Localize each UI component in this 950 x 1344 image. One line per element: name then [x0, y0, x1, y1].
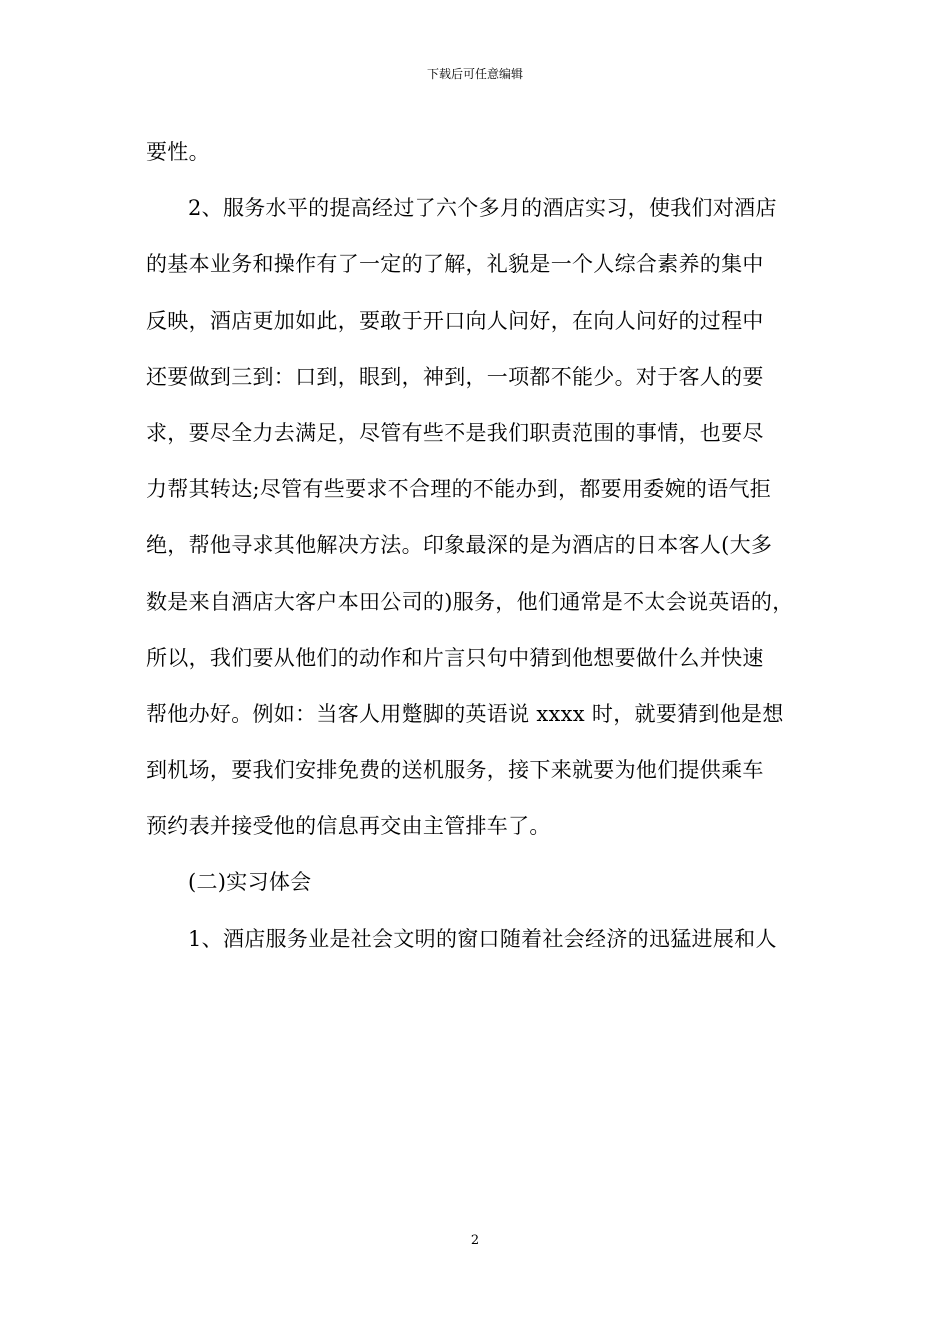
page-header: 下载后可任意编辑 — [426, 67, 523, 81]
text-line: 要性。 — [146, 140, 210, 164]
text-line: 的基本业务和操作有了一定的了解，礼貌是一个人综合素养的集中 — [146, 252, 764, 277]
text-line: 绝，帮他寻求其他解决方法。印象最深的是为酒店的日本客人(大多 — [146, 533, 773, 558]
document-body — [146, 124, 810, 967]
text-line: 帮他办好。例如：当客人用蹩脚的英语说 xxxx 时，就要猜到他是想 — [146, 701, 784, 726]
text-line: 2、服务水平的提高经过了六个多月的酒店实习，使我们对酒店 — [188, 196, 777, 221]
text-line: 反映，酒店更加如此，要敢于开口向人问好，在向人问好的过程中 — [146, 308, 764, 333]
text-line: 所以，我们要从他们的动作和片言只句中猜到他想要做什么并快速 — [146, 645, 764, 670]
text-line: 力帮其转达;尽管有些要求不合理的不能办到，都要用委婉的语气拒 — [146, 477, 772, 502]
text-line: 1、酒店服务业是社会文明的窗口随着社会经济的迅猛进展和人 — [188, 926, 777, 951]
page-number: 2 — [470, 1233, 480, 1248]
text-line: 到机场，要我们安排免费的送机服务，接下来就要为他们提供乘车 — [146, 758, 764, 783]
section-heading: (二)实习体会 — [188, 870, 312, 895]
text-line: 求，要尽全力去满足，尽管有些不是我们职责范围的事情，也要尽 — [146, 420, 764, 445]
text-line: 预约表并接受他的信息再交由主管排车了。 — [146, 814, 551, 839]
text-line: 还要做到三到：口到，眼到，神到，一项都不能少。对于客人的要 — [146, 364, 764, 389]
text-line: 数是来自酒店大客户本田公司的)服务，他们通常是不太会说英语的， — [146, 589, 794, 614]
